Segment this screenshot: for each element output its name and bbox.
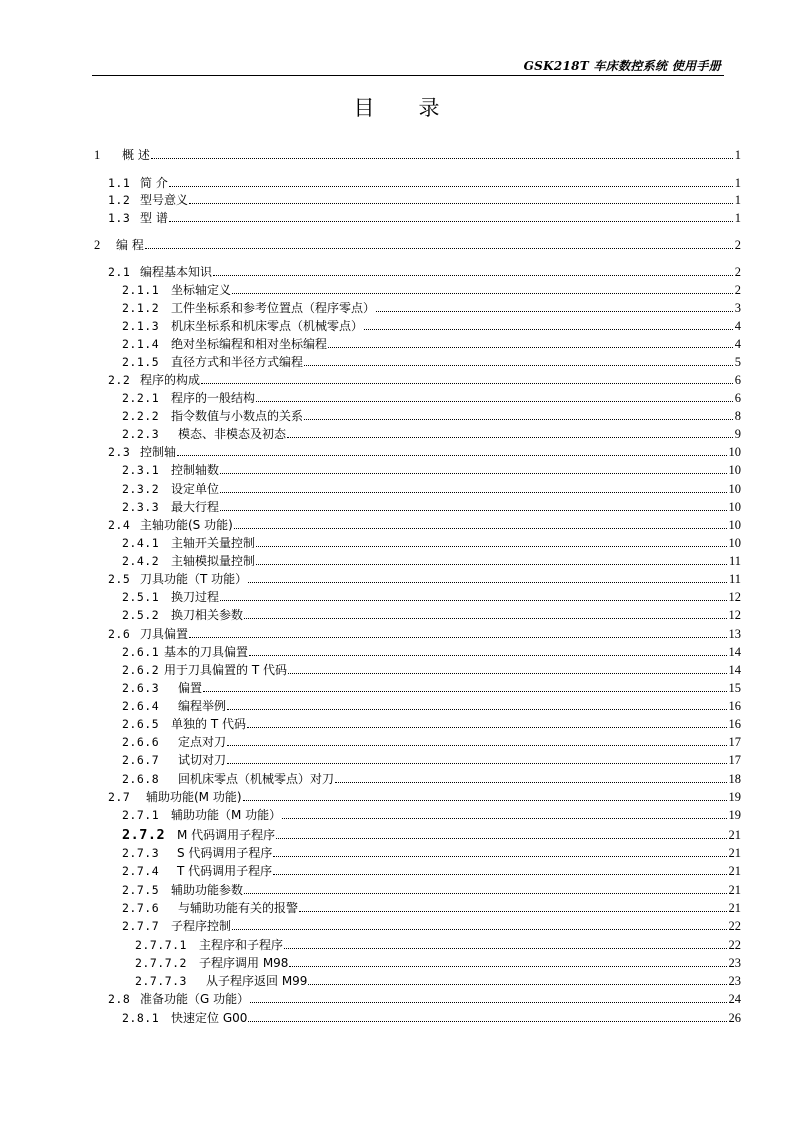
toc-leader-dots	[145, 248, 733, 249]
toc-leader-dots	[273, 874, 726, 875]
toc-number: 2.3.2	[122, 482, 160, 496]
toc-label: 与辅助功能有关的报警	[178, 901, 299, 915]
toc-page-number: 11	[728, 554, 741, 568]
toc-page-number: 22	[728, 938, 741, 952]
toc-label: 型号意义	[140, 193, 189, 207]
toc-entry[interactable]	[0, 626, 793, 642]
toc-entry[interactable]	[0, 680, 793, 696]
toc-page-number: 22	[728, 919, 741, 933]
toc-page-number: 1	[734, 148, 741, 162]
toc-entry[interactable]	[0, 408, 793, 424]
toc-leader-dots	[284, 948, 726, 949]
toc-entry[interactable]	[0, 644, 793, 660]
toc-leader-dots	[151, 158, 733, 159]
toc-number: 2.3.3	[122, 500, 160, 514]
toc-label: 概 述	[122, 148, 150, 162]
toc-label: 主程序和子程序	[199, 938, 284, 952]
toc-leader-dots	[273, 856, 726, 857]
toc-page-number: 21	[728, 828, 741, 842]
toc-label: 辅助功能(M 功能)	[146, 790, 242, 804]
toc-page-number: 2	[734, 238, 741, 252]
toc-entry[interactable]	[0, 955, 793, 971]
toc-number: 2.6.4	[122, 699, 160, 713]
toc-number: 2.1.2	[122, 301, 160, 315]
toc-entry[interactable]	[0, 863, 793, 879]
toc-number: 2.2.1	[122, 391, 160, 405]
toc-number: 2.4	[108, 518, 131, 532]
toc-label: 刀具偏置	[140, 627, 189, 641]
toc-entry[interactable]	[0, 571, 793, 587]
toc-leader-dots	[289, 966, 726, 967]
toc-label: 偏置	[178, 681, 203, 695]
toc-entry[interactable]	[0, 462, 793, 478]
toc-label: 坐标轴定义	[171, 283, 232, 297]
toc-number: 2.6	[108, 627, 131, 641]
toc-page-number: 10	[728, 518, 741, 532]
toc-number: 1.3	[108, 211, 131, 225]
toc-leader-dots	[201, 383, 733, 384]
toc-leader-dots	[227, 709, 726, 710]
toc-page-number: 6	[734, 373, 741, 387]
toc-entry[interactable]	[0, 372, 793, 388]
toc-page-number: 21	[728, 883, 741, 897]
toc-number: 2.7.1	[122, 808, 160, 822]
toc-number: 2.7.7.3	[135, 974, 187, 988]
toc-number: 2.7.4	[122, 864, 160, 878]
toc-entry[interactable]	[0, 175, 793, 191]
toc-number: 2.1.4	[122, 337, 160, 351]
toc-entry[interactable]	[0, 698, 793, 714]
toc-number: 2.2.3	[122, 427, 160, 441]
toc-leader-dots	[189, 203, 733, 204]
toc-label: 简 介	[140, 176, 168, 190]
toc-entry[interactable]	[0, 771, 793, 787]
toc-label: 最大行程	[171, 500, 220, 514]
toc-entry[interactable]	[0, 918, 793, 934]
toc-entry[interactable]	[0, 147, 793, 163]
toc-label: 辅助功能参数	[171, 883, 244, 897]
toc-label: S 代码调用子程序	[177, 846, 273, 860]
toc-label: 单独的 T 代码	[171, 717, 246, 731]
toc-page-number: 15	[728, 681, 741, 695]
toc-entry[interactable]	[0, 827, 793, 843]
toc-leader-dots	[220, 600, 726, 601]
toc-page-number: 21	[728, 864, 741, 878]
toc-leader-dots	[376, 311, 733, 312]
toc-entry[interactable]	[0, 752, 793, 768]
toc-number: 2.8	[108, 992, 131, 1006]
page-title	[0, 92, 793, 122]
toc-number: 2.6.2	[122, 663, 160, 677]
title-char-1: 目	[353, 96, 375, 120]
toc-page-number: 8	[734, 409, 741, 423]
toc-page-number: 14	[728, 663, 741, 677]
toc-label: 主轴模拟量控制	[171, 554, 256, 568]
toc-leader-dots	[220, 510, 726, 511]
toc-page-number: 2	[734, 265, 741, 279]
toc-number: 2.1.3	[122, 319, 160, 333]
toc-leader-dots	[256, 401, 733, 402]
toc-entry[interactable]	[0, 517, 793, 533]
toc-leader-dots	[335, 782, 726, 783]
toc-page-number: 9	[734, 427, 741, 441]
toc-leader-dots	[227, 745, 726, 746]
toc-page-number: 23	[728, 974, 741, 988]
toc-leader-dots	[244, 893, 726, 894]
toc-entry[interactable]	[0, 789, 793, 805]
toc-label: 绝对坐标编程和相对坐标编程	[171, 337, 328, 351]
toc-label: 回机床零点（机械零点）对刀	[178, 772, 335, 786]
toc-leader-dots	[256, 564, 727, 565]
toc-entry[interactable]	[0, 237, 793, 253]
toc-leader-dots	[304, 419, 733, 420]
toc-leader-dots	[232, 293, 733, 294]
toc-leader-dots	[177, 455, 726, 456]
toc-label: 准备功能（G 功能）	[140, 992, 250, 1006]
toc-entry[interactable]	[0, 192, 793, 208]
toc-number: 2.7.7	[122, 919, 160, 933]
toc-number: 1.1	[108, 176, 131, 190]
toc-page-number: 1	[734, 193, 741, 207]
toc-page-number: 14	[728, 645, 741, 659]
toc-entry[interactable]	[0, 937, 793, 953]
toc-leader-dots	[234, 528, 727, 529]
toc-entry[interactable]	[0, 390, 793, 406]
toc-entry[interactable]	[0, 734, 793, 750]
toc-entry[interactable]	[0, 336, 793, 352]
toc-label: 主轴开关量控制	[171, 536, 256, 550]
toc-entry[interactable]	[0, 535, 793, 551]
toc-leader-dots	[256, 546, 726, 547]
toc-entry[interactable]	[0, 716, 793, 732]
toc-page-number: 10	[728, 463, 741, 477]
toc-entry[interactable]	[0, 900, 793, 916]
toc-label: 编程基本知识	[140, 265, 213, 279]
toc-entry[interactable]	[0, 426, 793, 442]
toc-label: 换刀过程	[171, 590, 220, 604]
toc-leader-dots	[288, 673, 727, 674]
toc-label: 快速定位 G00	[171, 1011, 248, 1025]
toc-page-number: 21	[728, 901, 741, 915]
toc-page-number: 16	[728, 699, 741, 713]
toc-page-number: 18	[728, 772, 741, 786]
toc-page-number: 1	[734, 176, 741, 190]
toc-page-number: 19	[728, 790, 741, 804]
toc-label: 换刀相关参数	[171, 608, 244, 622]
toc-page-number: 10	[728, 536, 741, 550]
toc-page-number: 21	[728, 846, 741, 860]
toc-entry[interactable]	[0, 662, 793, 678]
toc-leader-dots	[220, 492, 726, 493]
toc-label: 机床坐标系和机床零点（机械零点）	[171, 319, 364, 333]
toc-page-number: 16	[728, 717, 741, 731]
toc-label: 程序的构成	[140, 373, 201, 387]
toc-number: 2.5.1	[122, 590, 160, 604]
toc-entry[interactable]	[0, 973, 793, 989]
toc-label: 编程举例	[178, 699, 227, 713]
toc-entry[interactable]	[0, 318, 793, 334]
toc-leader-dots	[328, 347, 733, 348]
title-char-2: 录	[418, 96, 440, 120]
toc-number: 2.6.6	[122, 735, 160, 749]
toc-page-number: 26	[728, 1011, 741, 1025]
toc-page-number: 17	[728, 753, 741, 767]
toc-number: 2.3	[108, 445, 131, 459]
toc-number: 2.8.1	[122, 1011, 160, 1025]
toc-number: 2.4.1	[122, 536, 160, 550]
toc-entry[interactable]	[0, 354, 793, 370]
toc-number: 2.7.5	[122, 883, 160, 897]
toc-entry[interactable]	[0, 991, 793, 1007]
toc-page-number: 10	[728, 445, 741, 459]
toc-leader-dots	[227, 763, 726, 764]
toc-leader-dots	[243, 800, 727, 801]
toc-page-number: 17	[728, 735, 741, 749]
toc-label: 从子程序返回 M99	[206, 974, 308, 988]
toc-label: 型 谱	[140, 211, 168, 225]
toc-entry[interactable]	[0, 553, 793, 569]
toc-number: 2.7.2	[122, 827, 166, 843]
toc-leader-dots	[250, 1002, 726, 1003]
toc-entry[interactable]	[0, 264, 793, 280]
toc-page-number: 10	[728, 482, 741, 496]
toc-leader-dots	[304, 365, 733, 366]
toc-leader-dots	[169, 186, 733, 187]
toc-page-number: 13	[728, 627, 741, 641]
running-header: GSK218T 车床数控系统 使用手册	[523, 59, 721, 73]
toc-number: 2.1.1	[122, 283, 160, 297]
toc-number: 2.3.1	[122, 463, 160, 477]
toc-page-number: 24	[728, 992, 741, 1006]
toc-label: 设定单位	[171, 482, 220, 496]
toc-page-number: 4	[734, 337, 741, 351]
toc-entry[interactable]	[0, 1010, 793, 1026]
toc-entry[interactable]	[0, 210, 793, 226]
toc-number: 2.1	[108, 265, 131, 279]
toc-label: 控制轴数	[171, 463, 220, 477]
toc-label: 程序的一般结构	[171, 391, 256, 405]
toc-leader-dots	[248, 1021, 726, 1022]
toc-number: 2.6.5	[122, 717, 160, 731]
toc-entry[interactable]	[0, 481, 793, 497]
toc-label: 直径方式和半径方式编程	[171, 355, 304, 369]
toc-label: 定点对刀	[178, 735, 227, 749]
toc-page-number: 12	[728, 590, 741, 604]
toc-label: M 代码调用子程序	[177, 828, 276, 842]
toc-entry[interactable]	[0, 882, 793, 898]
toc-number: 2.4.2	[122, 554, 160, 568]
toc-leader-dots	[189, 637, 726, 638]
toc-leader-dots	[276, 838, 726, 839]
toc-number: 1.2	[108, 193, 131, 207]
toc-entry[interactable]	[0, 444, 793, 460]
toc-label: 模态、非模态及初态	[178, 427, 287, 441]
header-rule	[92, 75, 724, 76]
toc-label: 主轴功能(S 功能)	[140, 518, 233, 532]
toc-page-number: 4	[734, 319, 741, 333]
toc-page-number: 23	[728, 956, 741, 970]
toc-page-number: 10	[728, 500, 741, 514]
toc-leader-dots	[232, 929, 726, 930]
toc-label: 控制轴	[140, 445, 177, 459]
toc-entry[interactable]	[0, 607, 793, 623]
toc-leader-dots	[220, 473, 726, 474]
toc-label: 试切对刀	[178, 753, 227, 767]
toc-label: 工件坐标系和参考位置点（程序零点）	[171, 301, 376, 315]
toc-number: 2.7	[108, 790, 131, 804]
toc-number: 2.6.7	[122, 753, 160, 767]
toc-number: 2.2	[108, 373, 131, 387]
toc-page-number: 5	[734, 355, 741, 369]
toc-number: 2.7.7.2	[135, 956, 187, 970]
toc-leader-dots	[282, 818, 726, 819]
toc-page-number: 12	[728, 608, 741, 622]
toc-number: 2.6.8	[122, 772, 160, 786]
toc-entry[interactable]	[0, 300, 793, 316]
toc-leader-dots	[364, 329, 733, 330]
toc-label: 子程序调用 M98	[199, 956, 289, 970]
toc-entry[interactable]	[0, 589, 793, 605]
toc-leader-dots	[249, 655, 726, 656]
toc-label: 辅助功能（M 功能）	[171, 808, 282, 822]
toc-leader-dots	[244, 618, 726, 619]
toc-number: 2.7.6	[122, 901, 160, 915]
toc-number: 1	[94, 148, 101, 162]
toc-label: 用于刀具偏置的 T 代码	[164, 663, 287, 677]
toc-number: 2	[94, 238, 101, 252]
toc-entry[interactable]	[0, 282, 793, 298]
toc-entry[interactable]	[0, 499, 793, 515]
toc-leader-dots	[308, 984, 726, 985]
toc-label: 刀具功能（T 功能）	[140, 572, 248, 586]
toc-page-number: 1	[734, 211, 741, 225]
toc-page-number: 6	[734, 391, 741, 405]
toc-entry[interactable]	[0, 807, 793, 823]
toc-label: 编 程	[116, 238, 144, 252]
toc-leader-dots	[299, 911, 726, 912]
toc-leader-dots	[213, 275, 733, 276]
toc-page-number: 2	[734, 283, 741, 297]
toc-number: 2.6.3	[122, 681, 160, 695]
toc-label: T 代码调用子程序	[177, 864, 273, 878]
toc-number: 2.5	[108, 572, 131, 586]
toc-page-number: 11	[728, 572, 741, 586]
toc-leader-dots	[248, 582, 727, 583]
toc-leader-dots	[169, 221, 733, 222]
toc-page-number: 3	[734, 301, 741, 315]
toc-number: 2.7.3	[122, 846, 160, 860]
toc-label: 子程序控制	[171, 919, 232, 933]
toc-number: 2.2.2	[122, 409, 160, 423]
toc-label: 指令数值与小数点的关系	[171, 409, 304, 423]
toc-label: 基本的刀具偏置	[164, 645, 249, 659]
toc-number: 2.6.1	[122, 645, 160, 659]
toc-number: 2.5.2	[122, 608, 160, 622]
toc-number: 2.1.5	[122, 355, 160, 369]
toc-entry[interactable]	[0, 845, 793, 861]
toc-page-number: 19	[728, 808, 741, 822]
toc-leader-dots	[247, 727, 727, 728]
toc-number: 2.7.7.1	[135, 938, 187, 952]
toc-leader-dots	[287, 437, 733, 438]
toc-leader-dots	[203, 691, 726, 692]
